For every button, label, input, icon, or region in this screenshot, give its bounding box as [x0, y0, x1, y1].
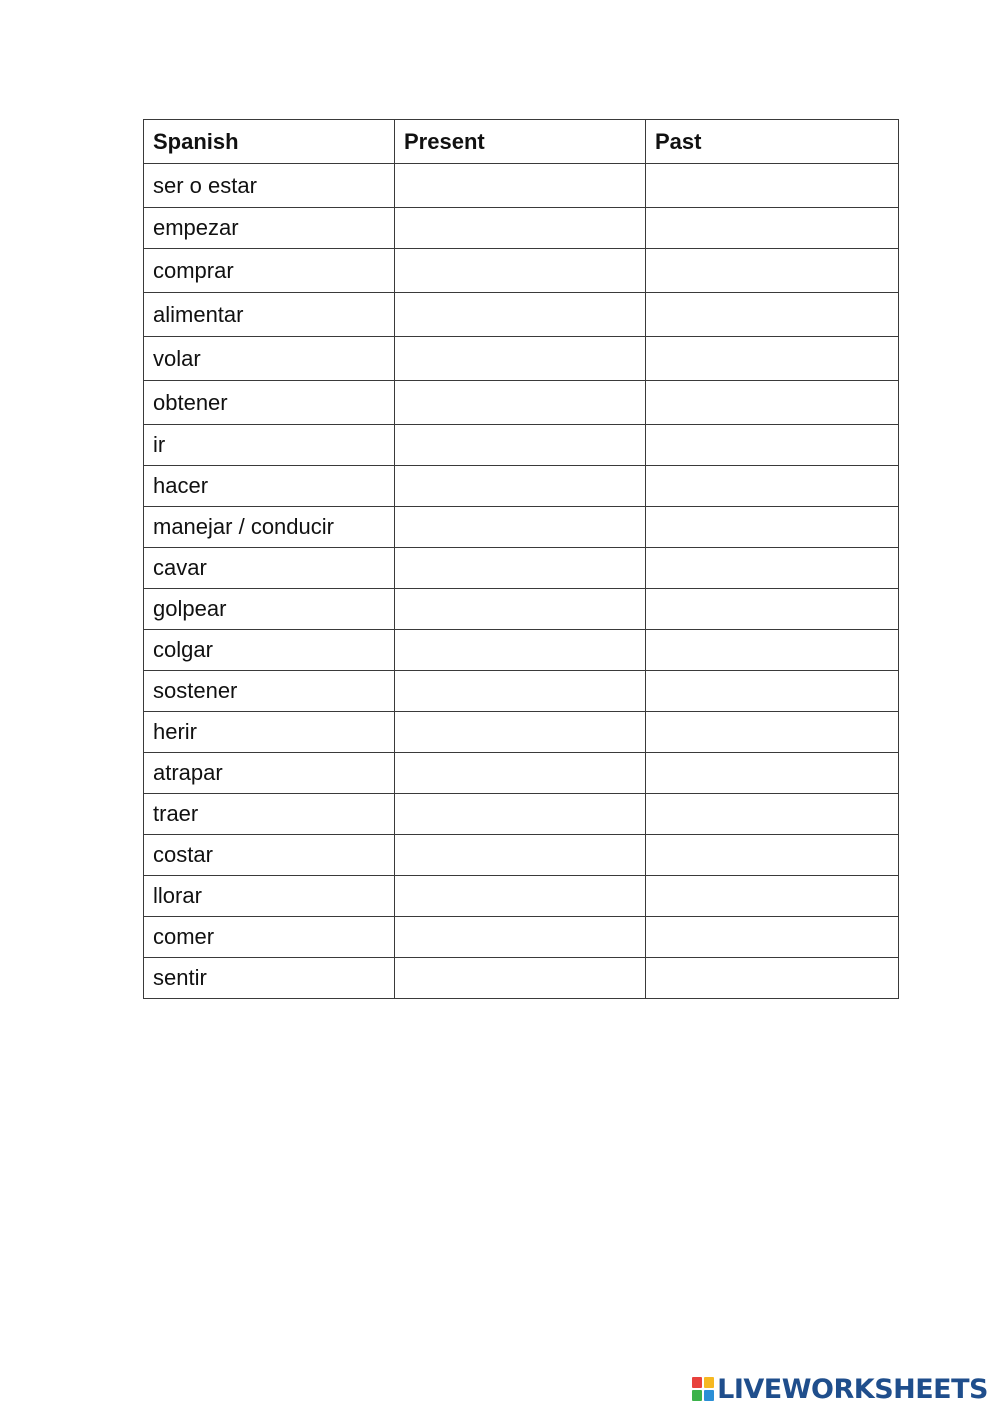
table-row	[144, 589, 899, 630]
cell-past[interactable]	[646, 164, 899, 208]
cell-present[interactable]	[395, 917, 646, 958]
cell-present[interactable]	[395, 507, 646, 548]
cell-spanish: comprar	[144, 249, 395, 293]
cell-past[interactable]	[646, 337, 899, 381]
cell-spanish: empezar	[144, 208, 395, 249]
cell-present[interactable]	[395, 548, 646, 589]
cell-present[interactable]	[395, 958, 646, 999]
cell-spanish: hacer	[144, 466, 395, 507]
cell-present[interactable]	[395, 337, 646, 381]
cell-spanish: sentir	[144, 958, 395, 999]
cell-past[interactable]	[646, 249, 899, 293]
cell-spanish: ser o estar	[144, 164, 395, 208]
cell-present[interactable]	[395, 466, 646, 507]
cell-present[interactable]	[395, 249, 646, 293]
table-body	[144, 164, 899, 999]
cell-present[interactable]	[395, 208, 646, 249]
table-row	[144, 164, 899, 208]
cell-past[interactable]	[646, 293, 899, 337]
table-row	[144, 381, 899, 425]
cell-spanish: comer	[144, 917, 395, 958]
table-row	[144, 835, 899, 876]
cell-past[interactable]	[646, 381, 899, 425]
cell-past[interactable]	[646, 671, 899, 712]
cell-present[interactable]	[395, 753, 646, 794]
cell-spanish: llorar	[144, 876, 395, 917]
table-row	[144, 293, 899, 337]
table-row	[144, 630, 899, 671]
cell-past[interactable]	[646, 753, 899, 794]
cell-present[interactable]	[395, 630, 646, 671]
table-row	[144, 876, 899, 917]
cell-past[interactable]	[646, 466, 899, 507]
cell-past[interactable]	[646, 917, 899, 958]
table-row	[144, 753, 899, 794]
cell-spanish: sostener	[144, 671, 395, 712]
table-row	[144, 671, 899, 712]
cell-spanish: golpear	[144, 589, 395, 630]
cell-past[interactable]	[646, 794, 899, 835]
cell-spanish: obtener	[144, 381, 395, 425]
liveworksheets-logo-icon	[692, 1377, 714, 1401]
table-row	[144, 794, 899, 835]
cell-past[interactable]	[646, 835, 899, 876]
header-spanish: Spanish	[144, 120, 395, 164]
cell-present[interactable]	[395, 293, 646, 337]
cell-present[interactable]	[395, 876, 646, 917]
cell-spanish: manejar / conducir	[144, 507, 395, 548]
header-past: Past	[646, 120, 899, 164]
cell-past[interactable]	[646, 876, 899, 917]
cell-past[interactable]	[646, 425, 899, 466]
table-row	[144, 425, 899, 466]
table-row	[144, 917, 899, 958]
cell-present[interactable]	[395, 589, 646, 630]
cell-past[interactable]	[646, 630, 899, 671]
table-row	[144, 208, 899, 249]
table-row	[144, 548, 899, 589]
cell-past[interactable]	[646, 548, 899, 589]
cell-spanish: colgar	[144, 630, 395, 671]
table-row	[144, 507, 899, 548]
header-present: Present	[395, 120, 646, 164]
liveworksheets-brand	[692, 1372, 988, 1406]
cell-present[interactable]	[395, 381, 646, 425]
table-row	[144, 337, 899, 381]
cell-spanish: alimentar	[144, 293, 395, 337]
cell-spanish: atrapar	[144, 753, 395, 794]
table-row	[144, 249, 899, 293]
table-row	[144, 712, 899, 753]
cell-present[interactable]	[395, 164, 646, 208]
table-row	[144, 466, 899, 507]
cell-past[interactable]	[646, 589, 899, 630]
cell-spanish: cavar	[144, 548, 395, 589]
table-row	[144, 958, 899, 999]
cell-spanish: herir	[144, 712, 395, 753]
cell-present[interactable]	[395, 671, 646, 712]
cell-present[interactable]	[395, 794, 646, 835]
cell-past[interactable]	[646, 958, 899, 999]
cell-spanish: volar	[144, 337, 395, 381]
cell-spanish: ir	[144, 425, 395, 466]
cell-past[interactable]	[646, 208, 899, 249]
cell-present[interactable]	[395, 712, 646, 753]
cell-spanish: costar	[144, 835, 395, 876]
cell-present[interactable]	[395, 425, 646, 466]
cell-past[interactable]	[646, 507, 899, 548]
cell-past[interactable]	[646, 712, 899, 753]
table-header-row	[144, 120, 899, 164]
cell-present[interactable]	[395, 835, 646, 876]
brand-name: LIVEWORKSHEETS	[717, 1373, 988, 1405]
verb-table	[143, 119, 899, 999]
cell-spanish: traer	[144, 794, 395, 835]
